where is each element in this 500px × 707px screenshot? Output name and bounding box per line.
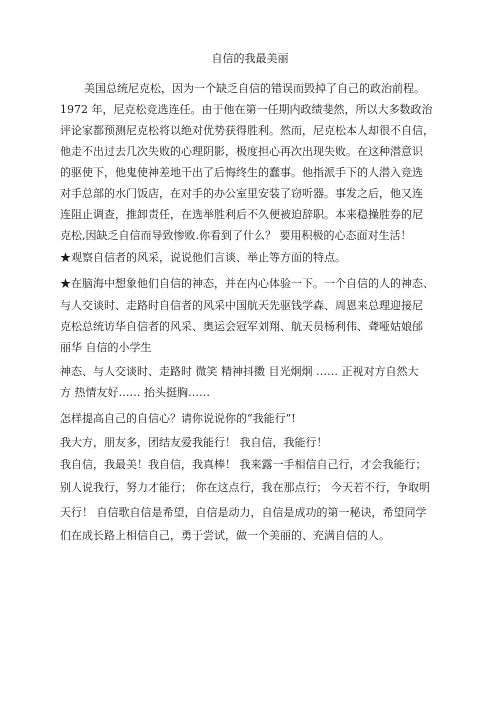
body-line: 别人说我行，努力才能行； 你在这点行，我在那点行； 今天若不行，争取明 — [60, 481, 430, 494]
body-line: 神态、与人交谈时、走路时 微笑 精神抖擞 目光炯炯 …… 正视对方自然大 — [60, 365, 419, 378]
body-line: 与人交谈时、走路时自信者的风采中国航天先驱钱学森、周恩来总理迎接尼 — [60, 299, 423, 312]
body-line: 丽华 自信的小学生 — [60, 341, 152, 354]
body-line: 对手总部的水门饭店，在对手的办公室里安装了窃听器。事发之后，他又连 — [60, 187, 423, 200]
body-line: 我大方，朋友多，团结友爱我能行！ 我自信，我能行！ — [60, 436, 328, 449]
body-line: 怎样提高自己的自信心？请你说说你的“我能行”! — [60, 412, 296, 425]
body-line: 克松,因缺乏自信而导致惨败.你看到了什么？ 要用积极的心态面对生活！ — [60, 229, 412, 242]
body-line: 们在成长路上相信自己，勇于尝试，做一个美丽的、充满自信的人。 — [60, 529, 390, 542]
body-line: ★在脑海中想象他们自信的神态，并在内心体验一下。一个自信的人的神态、 — [60, 277, 434, 290]
body-line: 天行！ 自信歌自信是希望，自信是动力，自信是成功的第一秘诀，希望同学 — [60, 506, 427, 519]
body-line: 的驱使下，他鬼使神差地干出了后悔终生的蠢事。他指派手下的人潜入竞选 — [60, 166, 423, 179]
body-line: 他走不出过去几次失败的心理阴影，极度担心再次出现失败。在这种潜意识 — [60, 145, 423, 158]
body-line: 方 热情友好…… 抬头挺胸…… — [60, 386, 210, 399]
body-line: 美国总统尼克松，因为一个缺乏自信的错误而毁掉了自己的政治前程。 — [84, 82, 425, 95]
body-line: 我自信，我最美！我自信，我真棒！ 我来露一手相信自己行，才会我能行； — [60, 458, 427, 471]
document-title: 自信的我最美丽 — [211, 52, 289, 65]
body-line: 1972 年，尼克松竞选连任。由于他在第一任期内政绩斐然，所以大多数政治 — [60, 103, 433, 116]
body-line: 连阻止调查，推卸责任，在选举胜利后不久便被迫辞职。本来稳操胜券的尼 — [60, 208, 423, 221]
body-line: ★观察自信者的风采，说说他们言谈、举止等方面的特点。 — [60, 251, 346, 264]
body-line: 评论家都预测尼克松将以绝对优势获得胜利。然而，尼克松本人却很不自信， — [60, 124, 434, 137]
body-line: 克松总统访华自信者的风采、奥运会冠军刘翔、航天员杨利伟、聋哑姑娘邰 — [60, 320, 423, 333]
